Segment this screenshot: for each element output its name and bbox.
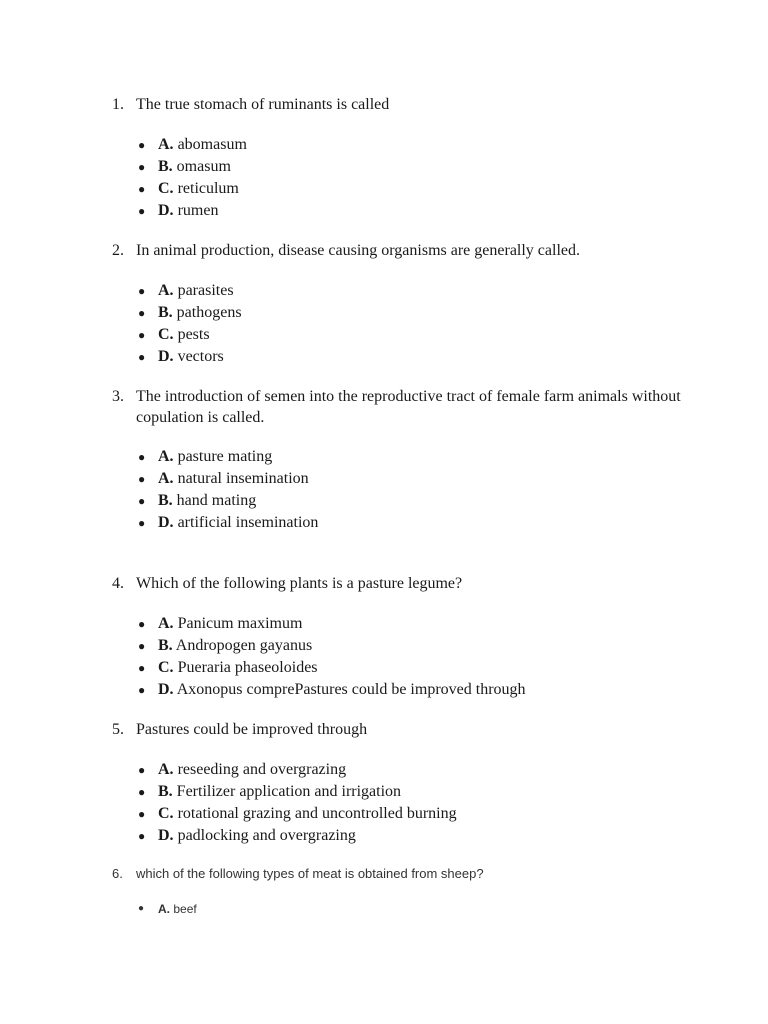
question-title — [112, 863, 712, 884]
option-item — [136, 512, 318, 534]
bullet-icon: ● — [138, 182, 146, 196]
option-letter: B. — [158, 492, 173, 509]
bullet-icon: ● — [138, 617, 146, 631]
option-letter: A. — [158, 136, 174, 153]
option-item — [136, 679, 526, 701]
bullet-icon: ● — [138, 639, 146, 653]
option-text: padlocking and overgrazing — [177, 827, 356, 844]
question-title — [112, 573, 712, 594]
bullet-icon: ● — [138, 450, 146, 464]
option-item — [136, 898, 197, 920]
option-letter: B. — [158, 637, 173, 654]
bullet-icon: ● — [138, 807, 146, 821]
option-letter: A. — [158, 470, 174, 487]
option-item — [136, 468, 318, 490]
option-item — [136, 280, 242, 302]
option-letter: A. — [158, 761, 174, 778]
option-text: abomasum — [177, 136, 247, 153]
options-list — [136, 446, 318, 534]
option-text: pasture mating — [177, 448, 273, 465]
question-1 — [112, 94, 712, 219]
option-letter: D. — [158, 348, 174, 365]
option-item — [136, 134, 247, 156]
question-number: 4. — [112, 575, 124, 592]
option-text: Fertilizer application and irrigation — [176, 783, 402, 800]
question-text: The true stomach of ruminants is called — [136, 96, 390, 113]
bullet-icon: ● — [138, 661, 146, 675]
question-text: The introduction of semen into the reproductive tract of female farm animals without copulation is called. — [136, 388, 681, 426]
option-text: Panicum maximum — [177, 615, 303, 632]
option-text: pathogens — [176, 304, 242, 321]
option-letter: C. — [158, 659, 174, 676]
option-item — [136, 613, 526, 635]
option-letter: B. — [158, 304, 173, 321]
option-item — [136, 446, 318, 468]
question-title — [112, 719, 712, 740]
option-letter: C. — [158, 326, 174, 343]
option-letter: A. — [158, 902, 170, 916]
question-3 — [112, 386, 692, 531]
options-list — [136, 613, 526, 701]
option-item — [136, 302, 242, 324]
option-letter: D. — [158, 514, 174, 531]
question-5 — [112, 719, 712, 844]
option-letter: C. — [158, 805, 174, 822]
options-list — [136, 759, 457, 847]
option-text: hand mating — [176, 492, 257, 509]
bullet-icon: ● — [138, 472, 146, 486]
option-letter: D. — [158, 681, 174, 698]
question-text: Which of the following plants is a pasture legume? — [136, 575, 463, 592]
question-4 — [112, 573, 712, 698]
option-text: vectors — [177, 348, 224, 365]
option-item — [136, 657, 526, 679]
bullet-icon: ● — [138, 683, 146, 697]
option-text: reseeding and overgrazing — [177, 761, 347, 778]
bullet-icon: ● — [138, 785, 146, 799]
question-title — [112, 386, 692, 428]
question-number: 3. — [112, 388, 124, 405]
question-text: which of the following types of meat is obtained from sheep? — [136, 866, 484, 881]
option-text: pests — [177, 326, 210, 343]
options-list — [136, 134, 247, 222]
question-2 — [112, 240, 712, 365]
option-letter: A. — [158, 282, 174, 299]
option-letter: B. — [158, 158, 173, 175]
option-text: Axonopus comprePastures could be improved through — [176, 681, 526, 698]
bullet-icon: ● — [138, 328, 146, 342]
bullet-icon: ● — [138, 763, 146, 777]
question-text: In animal production, disease causing organisms are generally called. — [136, 242, 580, 259]
question-number: 1. — [112, 96, 124, 113]
question-6 — [112, 863, 712, 916]
option-text: beef — [173, 902, 197, 916]
option-letter: A. — [158, 615, 174, 632]
question-number: 5. — [112, 721, 124, 738]
question-title — [112, 240, 712, 261]
option-letter: B. — [158, 783, 173, 800]
option-item — [136, 635, 526, 657]
question-number: 6. — [112, 866, 123, 881]
option-item — [136, 759, 457, 781]
option-letter: A. — [158, 448, 174, 465]
option-letter: C. — [158, 180, 174, 197]
option-text: reticulum — [177, 180, 239, 197]
option-text: omasum — [176, 158, 231, 175]
option-item — [136, 156, 247, 178]
bullet-icon: ● — [138, 160, 146, 174]
option-item — [136, 781, 457, 803]
bullet-icon: ● — [138, 306, 146, 320]
option-item — [136, 490, 318, 512]
option-text: Pueraria phaseoloides — [177, 659, 318, 676]
option-item — [136, 346, 242, 368]
option-text: parasites — [177, 282, 234, 299]
bullet-icon: ● — [138, 494, 146, 508]
question-text: Pastures could be improved through — [136, 721, 368, 738]
options-list — [136, 280, 242, 368]
bullet-icon: ● — [138, 204, 146, 218]
option-item — [136, 803, 457, 825]
option-letter: D. — [158, 827, 174, 844]
option-text: artificial insemination — [177, 514, 319, 531]
option-item — [136, 200, 247, 222]
option-item — [136, 324, 242, 346]
options-list — [136, 898, 197, 920]
option-text: Andropogen gayanus — [175, 637, 313, 654]
question-number: 2. — [112, 242, 124, 259]
option-item — [136, 825, 457, 847]
option-text: natural insemination — [177, 470, 309, 487]
question-title — [112, 94, 712, 115]
option-text: rumen — [177, 202, 219, 219]
option-item — [136, 178, 247, 200]
bullet-icon: ● — [138, 903, 145, 914]
bullet-icon: ● — [138, 829, 146, 843]
option-text: rotational grazing and uncontrolled burning — [177, 805, 457, 822]
bullet-icon: ● — [138, 350, 146, 364]
bullet-icon: ● — [138, 284, 146, 298]
option-letter: D. — [158, 202, 174, 219]
bullet-icon: ● — [138, 138, 146, 152]
bullet-icon: ● — [138, 516, 146, 530]
